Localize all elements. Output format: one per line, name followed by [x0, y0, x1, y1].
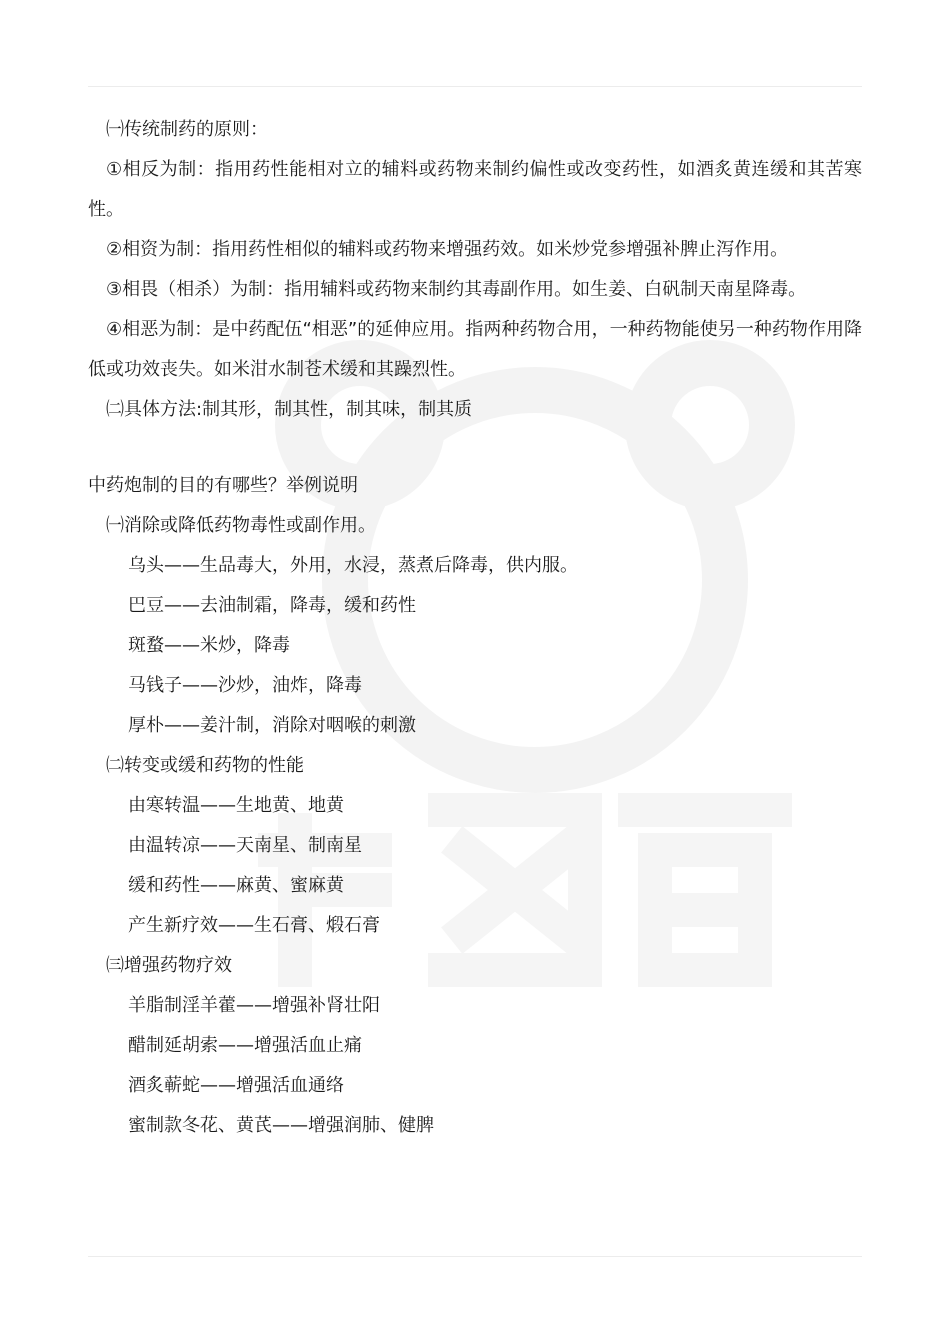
example-item: 厚朴——姜汁制，消除对咽喉的刺激 [128, 715, 416, 736]
example-item: 蜜制款冬花、黄芪——增强润肺、健脾 [128, 1115, 434, 1136]
group-heading: ㈠消除或降低药物毒性或副作用。 [106, 515, 376, 536]
example-item: 产生新疗效——生石膏、煅石膏 [128, 915, 380, 936]
example-item: 由寒转温——生地黄、地黄 [128, 795, 344, 816]
page-top-rule [88, 86, 862, 87]
example-item: 斑蝥——米炒，降毒 [128, 635, 290, 656]
question-heading: 中药炮制的目的有哪些？举例说明 [88, 475, 358, 496]
example-item: 由温转凉——天南星、制南星 [128, 835, 362, 856]
section-gap [88, 430, 862, 466]
group-heading: ㈢增强药物疗效 [106, 955, 232, 976]
example-item: 醋制延胡索——增强活血止痛 [128, 1035, 362, 1056]
principle-item: ④相恶为制：是中药配伍“相恶”的延伸应用。指两种药物合用，一种药物能使另一种药物作用降低或功效丧失。如米泔水制苍术缓和其躁烈性。 [88, 319, 862, 380]
group-heading: ㈡转变或缓和药物的性能 [106, 755, 304, 776]
example-item: 酒炙蕲蛇——增强活血通络 [128, 1075, 344, 1096]
principles-heading: ㈠传统制药的原则： [106, 119, 268, 140]
principle-item: ①相反为制：指用药性能相对立的辅料或药物来制约偏性或改变药性，如酒炙黄连缓和其苦寒性。 [88, 159, 862, 220]
example-item: 乌头——生品毒大，外用，水浸，蒸煮后降毒，供内服。 [128, 555, 578, 576]
example-item: 巴豆——去油制霜，降毒，缓和药性 [128, 595, 416, 616]
principle-item: ②相资为制：指用药性相似的辅料或药物来增强药效。如米炒党参增强补脾止泻作用。 [106, 239, 789, 260]
example-item: 马钱子——沙炒，油炸，降毒 [128, 675, 362, 696]
example-item: 缓和药性——麻黄、蜜麻黄 [128, 875, 344, 896]
principle-item: ③相畏（相杀）为制：指用辅料或药物来制约其毒副作用。如生姜、白矾制天南星降毒。 [106, 279, 807, 300]
document-body [88, 110, 862, 1146]
methods-line: ㈡具体方法:制其形，制其性，制其味，制其质 [106, 399, 473, 420]
page-bottom-rule [88, 1256, 862, 1257]
example-item: 羊脂制淫羊藿——增强补肾壮阳 [128, 995, 380, 1016]
